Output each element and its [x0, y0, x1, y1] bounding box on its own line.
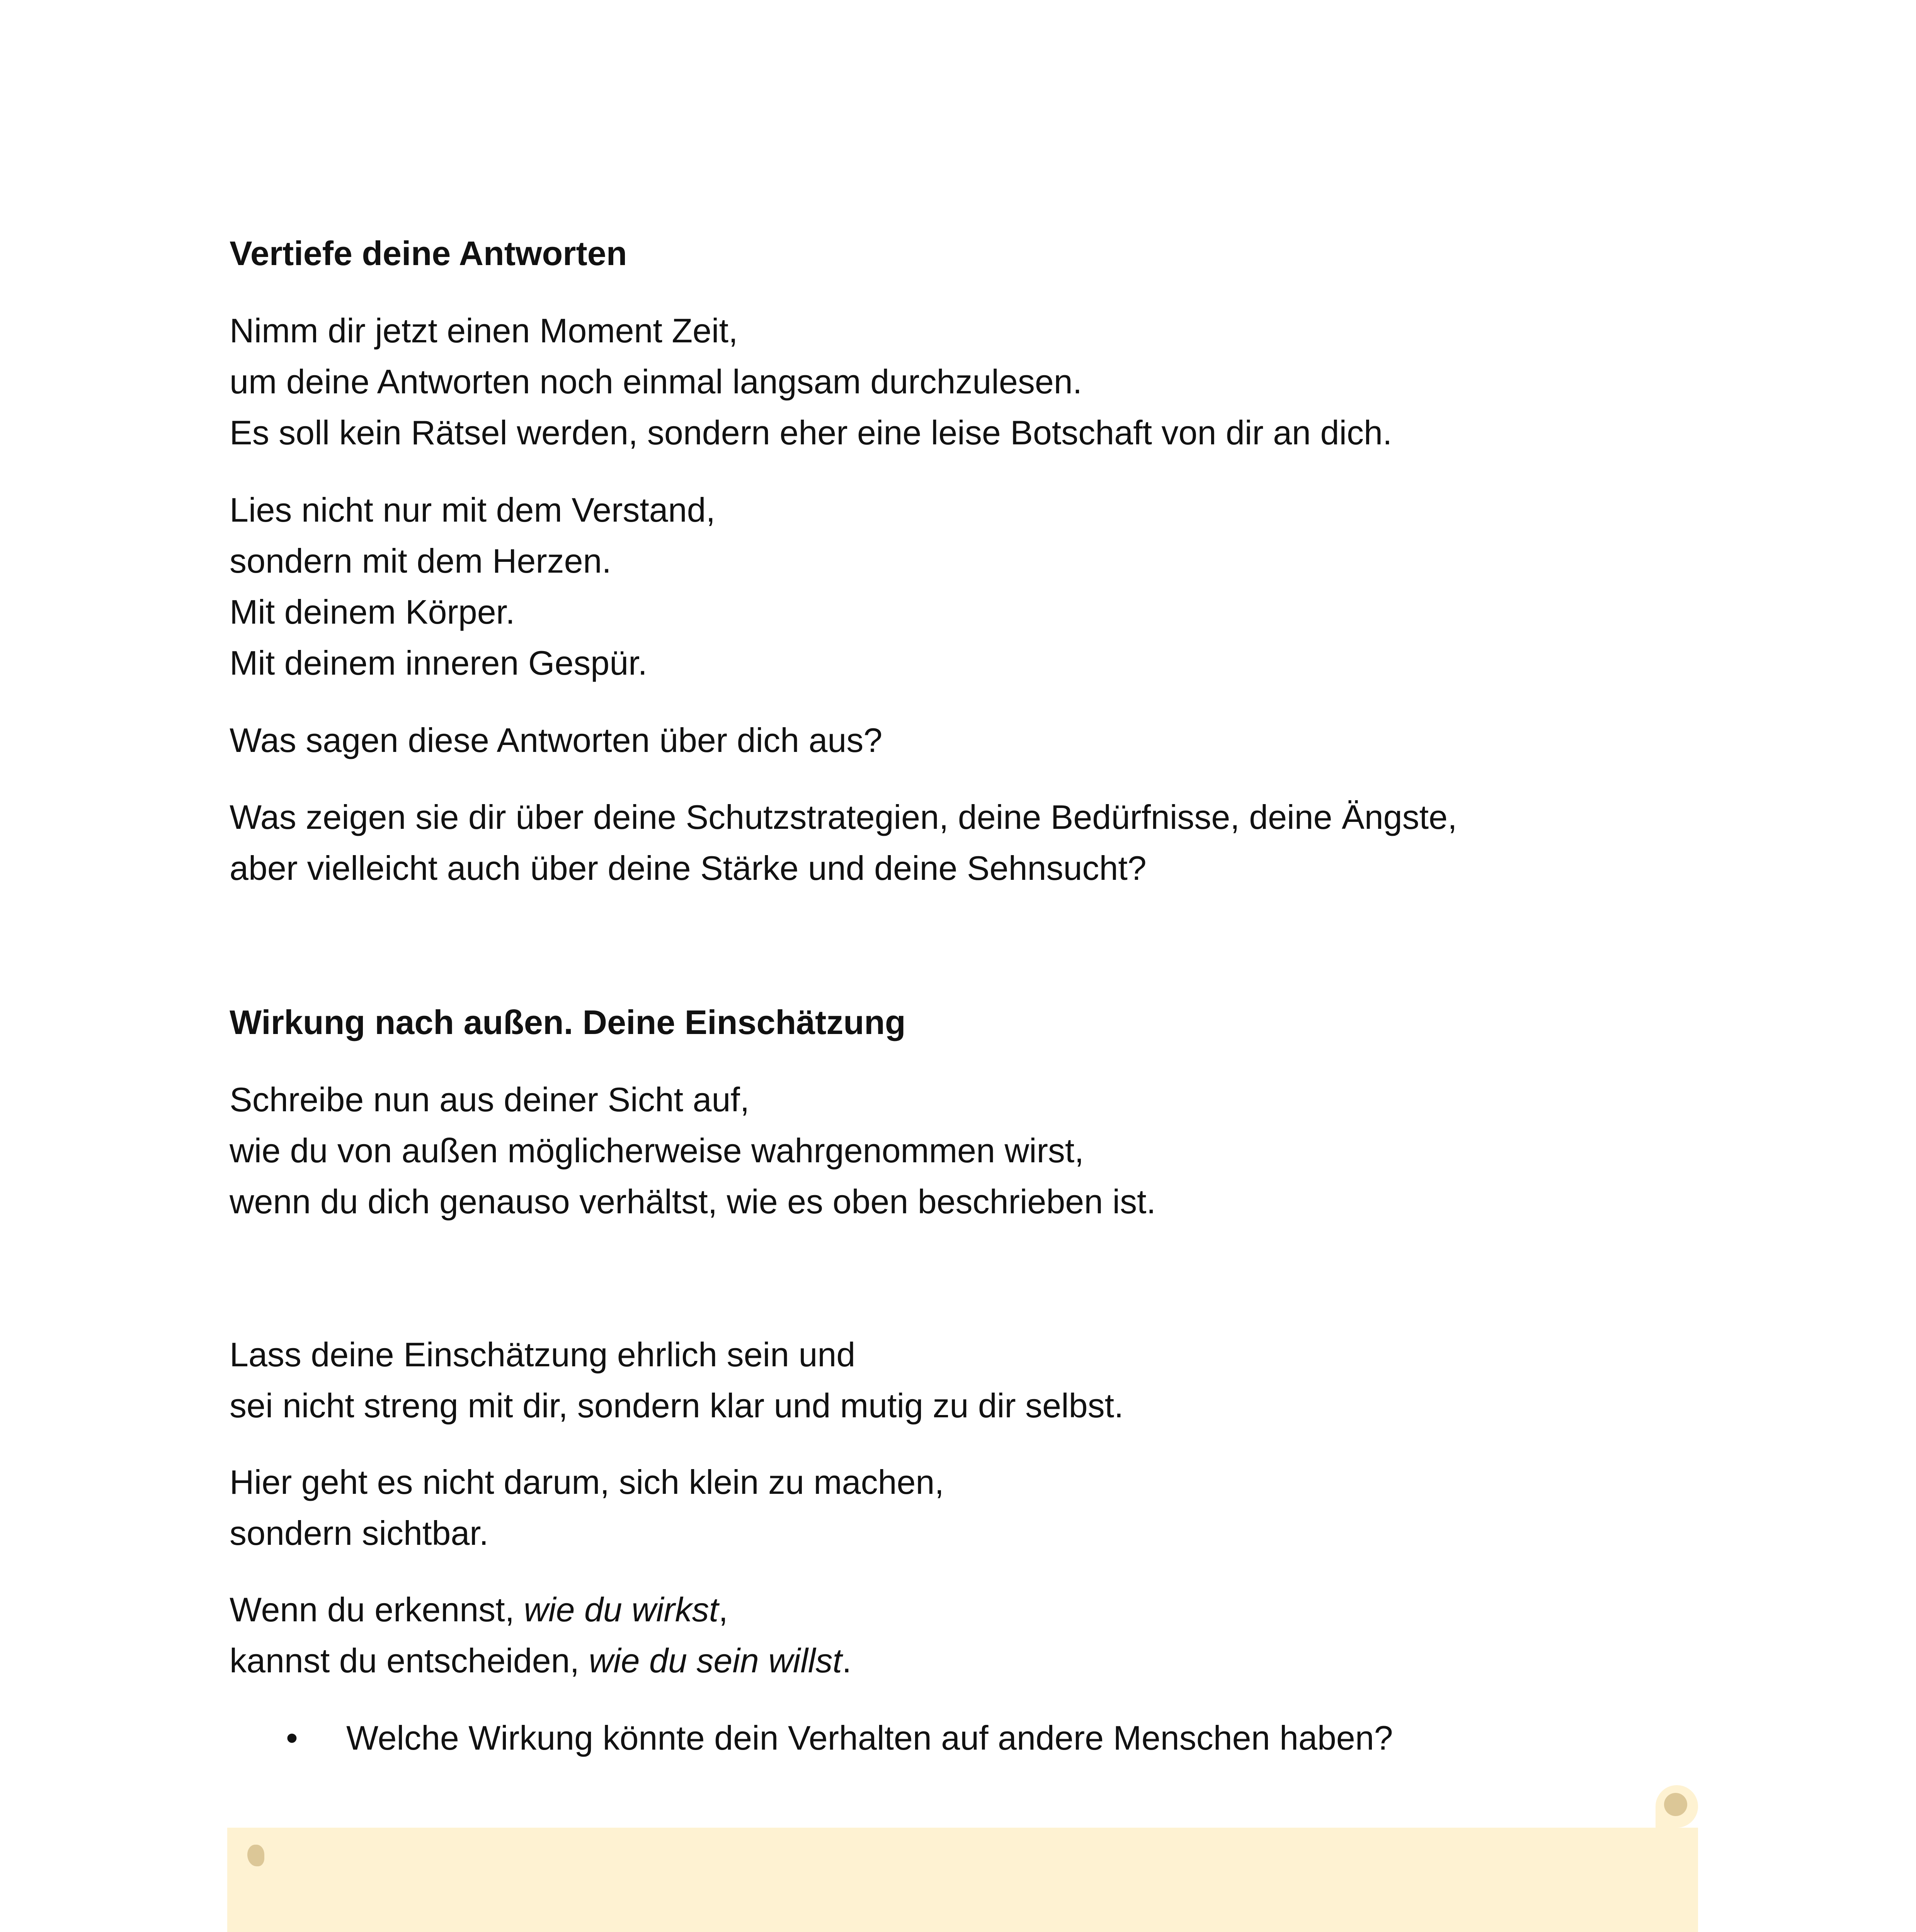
text-line: aber vielleicht auch über deine Stärke und deine Sehnsucht? [230, 849, 1147, 887]
text-run: . [842, 1641, 852, 1680]
italic-text: wie du sein willst [589, 1641, 842, 1680]
text-line [230, 1584, 1717, 1635]
text-line: Es soll kein Rätsel werden, sondern eher eine leise Botschaft von dir an dich. [230, 413, 1392, 452]
text-line: Lass deine Einschätzung ehrlich sein und [230, 1335, 856, 1374]
text-line: wie du von außen möglicherweise wahrgenommen wirst, [230, 1131, 1084, 1170]
text-line: Schreibe nun aus deiner Sicht auf, [230, 1080, 750, 1119]
text-line: Nimm dir jetzt einen Moment Zeit, [230, 311, 738, 350]
answer-area[interactable] [227, 1828, 1698, 1932]
paragraph [230, 1584, 1717, 1686]
text-run: kannst du entscheiden, [230, 1641, 589, 1680]
text-line [230, 1635, 1717, 1686]
paragraph [230, 792, 1717, 894]
text-run: Wenn du erkennst, [230, 1590, 524, 1629]
text-line: Hier geht es nicht darum, sich klein zu machen, [230, 1463, 944, 1501]
text-line: sei nicht streng mit dir, sondern klar und mutig zu dir selbst. [230, 1386, 1124, 1425]
paragraph [230, 485, 1717, 689]
paragraph [230, 1457, 1717, 1559]
text-line: sondern mit dem Herzen. [230, 542, 611, 580]
italic-text: wie du wirkst [524, 1590, 719, 1629]
bullet-icon: • [286, 1719, 298, 1757]
section-heading-wirkung: Wirkung nach außen. Deine Einschätzung [230, 1003, 906, 1041]
text-line: Lies nicht nur mit dem Verstand, [230, 491, 716, 529]
text-line: Mit deinem inneren Gespür. [230, 644, 648, 682]
question-text: Welche Wirkung könnte dein Verhalten auf andere Menschen haben? [346, 1719, 1393, 1757]
section-heading-vertiefe: Vertiefe deine Antworten [230, 234, 627, 272]
paragraph [230, 1074, 1717, 1227]
paragraph [230, 1329, 1717, 1431]
scroll-curl-icon [1664, 1793, 1687, 1816]
text-line: Mit deinem Körper. [230, 593, 515, 631]
text-line: Was sagen diese Antworten über dich aus? [230, 721, 883, 759]
text-line: um deine Antworten noch einmal langsam durchzulesen. [230, 362, 1082, 401]
text-line: sondern sichtbar. [230, 1514, 489, 1552]
text-line: wenn du dich genauso verhältst, wie es oben beschrieben ist. [230, 1182, 1156, 1221]
scroll-curl-icon [247, 1845, 264, 1866]
paragraph [230, 715, 1717, 766]
text-run: , [718, 1590, 728, 1629]
paragraph [230, 305, 1717, 458]
text-line: Was zeigen sie dir über deine Schutzstrategien, deine Bedürfnisse, deine Ängste, [230, 798, 1457, 836]
